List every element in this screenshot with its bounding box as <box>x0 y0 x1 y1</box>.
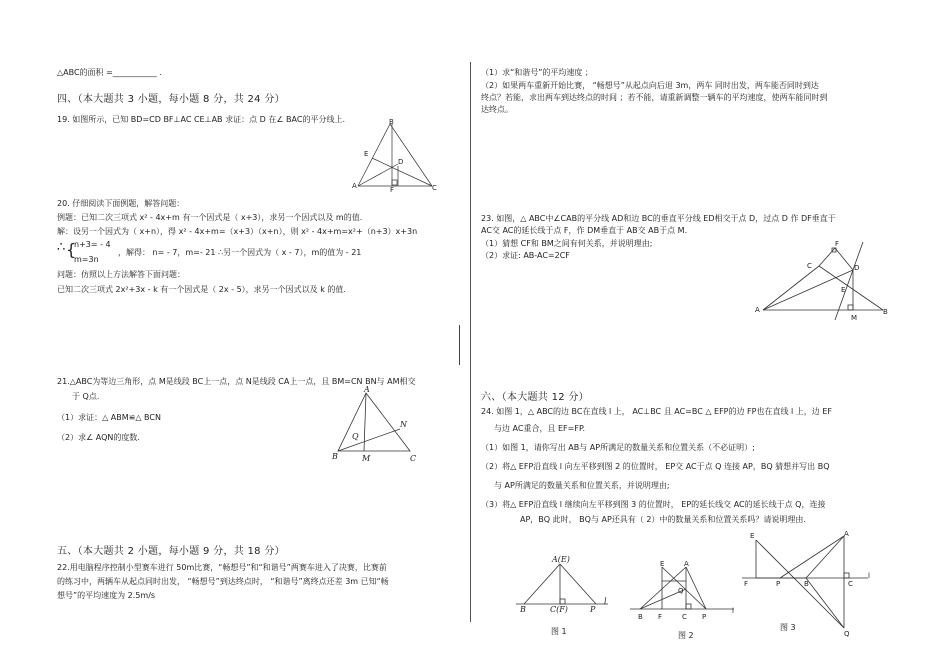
svg-text:B: B <box>638 613 643 621</box>
q20-line1: 20. 仔细阅读下面例题，解答问题： <box>57 199 185 208</box>
svg-text:B: B <box>804 580 809 588</box>
q20-line6: 已知二次三项式 2x²+3x - k 有一个因式是（ 2x - 5），求另一个因式以及 k 的值. <box>57 285 346 294</box>
svg-text:A: A <box>364 385 370 394</box>
q23-line4: （2）求证: AB-AC=2CF <box>481 251 570 260</box>
therefore-symbol: ∴ <box>57 240 66 255</box>
q22-cont-line4: 达终点。 <box>481 105 513 114</box>
svg-text:C: C <box>410 454 417 463</box>
q20-line2: 例题：已知二次三项式 x² - 4x+m 有一个因式是（ x+3），求另一个因式以及 m的值. <box>57 213 363 222</box>
q23-line1: 23. 如图，△ ABC中∠CAB的平分线 AD和边 BC的垂直平分线 ED相交于点 D，过点 D 作 DF垂直于 <box>481 214 836 223</box>
section4-title: 四、（本大题共 3 小题，每小题 8 分，共 24 分） <box>57 94 285 105</box>
q20-line3: 解：设另一个因式为（ x+n），得 x² - 4x+m=（x+3）（x+n），则 x² - 4x+m=x²+（n+3）x+3n <box>57 227 418 236</box>
svg-text:M: M <box>851 314 858 322</box>
svg-text:Q: Q <box>352 432 359 441</box>
q21-line4: （2）求∠ AQN的度数. <box>57 433 140 442</box>
q20-line4: ，解得： n= - 7，m=- 21 ∴另一个因式为（ x - 7），m的值为 - 21 <box>118 248 362 257</box>
area-line: △ABC的面积 =___________ . <box>57 68 162 77</box>
q19-figure <box>350 120 440 192</box>
q24-figure3 <box>740 528 880 638</box>
svg-text:B: B <box>332 452 338 461</box>
q24-figure1 <box>512 552 612 618</box>
svg-text:E: E <box>660 560 665 568</box>
svg-text:l: l <box>868 572 870 580</box>
q21-line1: 21.△ABC为等边三角形，点 M是线段 BC上一点，点 N是线段 CA上一点，且 BM=CN BN与 AM相交 <box>57 377 416 386</box>
q22-cont-line1: （1）求“和谐号”的平均速度 ； <box>481 68 593 77</box>
q21-line3: （1）求证：△ ABM≌△ BCN <box>57 413 161 422</box>
svg-text:A: A <box>352 182 357 190</box>
q24-line1: 24. 如图 1，△ ABC的边 BC在直线 l 上， AC⊥BC 且 AC=BC △ EFP的边 FP也在直线 l 上，边 EF <box>481 407 832 416</box>
svg-text:B: B <box>389 118 394 126</box>
margin-mark <box>459 325 460 365</box>
section5-title: 五、（本大题共 2 小题，每小题 9 分，共 18 分） <box>57 546 285 557</box>
svg-text:D: D <box>398 158 404 166</box>
q24-line4: （2）将△ EFP沿直线 l 向左平移到图 2 的位置时， EP交 AC于点 Q 连接 AP，BQ 猜想并写出 BQ <box>481 462 830 471</box>
q21-figure <box>328 385 423 467</box>
column-divider <box>470 62 471 622</box>
svg-text:E: E <box>750 532 755 540</box>
q23-line2: AC交 AC的延长线于点 F，作 DM垂直于 AB交 AB于点 M. <box>481 226 688 235</box>
svg-text:N: N <box>400 420 407 429</box>
q23-figure <box>755 232 895 324</box>
svg-text:A(E): A(E) <box>552 555 570 564</box>
q22-cont-line2: （2）如果两车重新开始比赛， “畅想号”从起点向后退 3m，两车 同时出发，两车能否同时到达 <box>481 81 819 90</box>
svg-text:Q: Q <box>844 630 850 638</box>
q20-system-eq1: n+3= - 4 <box>74 240 111 249</box>
q22-line2: 的练习中，两辆车从起点同时出发， “畅想号”到达终点时， “和谐号”离终点还差 3m 已知“畅 <box>57 577 389 586</box>
q24-line7: AP，BQ 此时， BQ与 AP还具有（ 2）中的数量关系和位置关系吗？请说明理由. <box>520 515 806 524</box>
svg-text:Q: Q <box>678 587 684 595</box>
svg-text:E: E <box>364 150 369 158</box>
svg-text:A: A <box>844 530 849 538</box>
system-brace: { <box>66 240 77 259</box>
svg-text:A: A <box>755 306 760 314</box>
q24-line5: 与 AP所满足的数量关系和位置关系，并说明理由; <box>494 481 670 490</box>
svg-text:C: C <box>848 580 853 588</box>
q19-text: 19. 如图所示，已知 BD=CD BF⊥AC CE⊥AB 求证：点 D 在∠ BAC的平分线上. <box>57 115 345 124</box>
svg-text:F: F <box>744 580 749 588</box>
svg-text:C: C <box>682 613 687 621</box>
q24-figure2 <box>628 555 738 627</box>
svg-text:F: F <box>658 613 663 621</box>
svg-text:M: M <box>362 454 371 463</box>
q24-line6: （3）将△ EFP沿直线 l 继续向左平移到图 3 的位置时， EP的延长线交 AC的延长线于点 Q，连接 <box>481 500 826 509</box>
section6-title: 六、（本大题共 12 分） <box>481 392 589 403</box>
q21-line2: 于 Q点. <box>72 392 100 401</box>
q22-cont-line3: 终点？若能，求出两车到达终点的时间 ；若不能，请重新调整一辆车的平均速度，使两车能同时到 <box>481 93 828 102</box>
q24-line3: （1）如图 1，请你写出 AB与 AP所满足的数量关系和位置关系（不必证明）; <box>481 443 755 452</box>
svg-text:P: P <box>702 613 707 621</box>
q22-line1: 22.用电脑程序控制小型赛车进行 50m比赛，“畅想号”和“和谐号”两赛车进入了决赛，比赛前 <box>57 563 387 572</box>
svg-text:F: F <box>835 240 840 248</box>
svg-text:C: C <box>432 184 437 192</box>
svg-text:E: E <box>841 286 846 294</box>
svg-text:F: F <box>390 186 395 194</box>
svg-text:D: D <box>854 264 860 272</box>
figure1-caption: 图 1 <box>551 627 567 636</box>
svg-text:B: B <box>883 308 888 316</box>
svg-text:C(F): C(F) <box>550 605 568 614</box>
svg-text:P: P <box>590 605 596 614</box>
figure3-caption: 图 3 <box>780 623 796 632</box>
svg-text:C: C <box>807 262 812 270</box>
q22-line3: 想号”的平均速度为 2.5m/s <box>57 591 156 600</box>
svg-text:A: A <box>684 560 689 568</box>
q20-system-eq2: m=3n <box>74 255 99 264</box>
svg-text:l: l <box>604 597 607 606</box>
q20-line5: 问题：仿照以上方法解答下面问题： <box>57 270 185 279</box>
q23-line3: （1）猜想 CF和 BM之间有何关系，并说明理由; <box>481 239 653 248</box>
figure2-caption: 图 2 <box>678 631 694 640</box>
svg-text:P: P <box>776 580 781 588</box>
svg-text:B: B <box>520 605 526 614</box>
svg-text:l: l <box>732 607 734 615</box>
q24-line2: 与边 AC重合，且 EF=FP. <box>494 424 586 433</box>
